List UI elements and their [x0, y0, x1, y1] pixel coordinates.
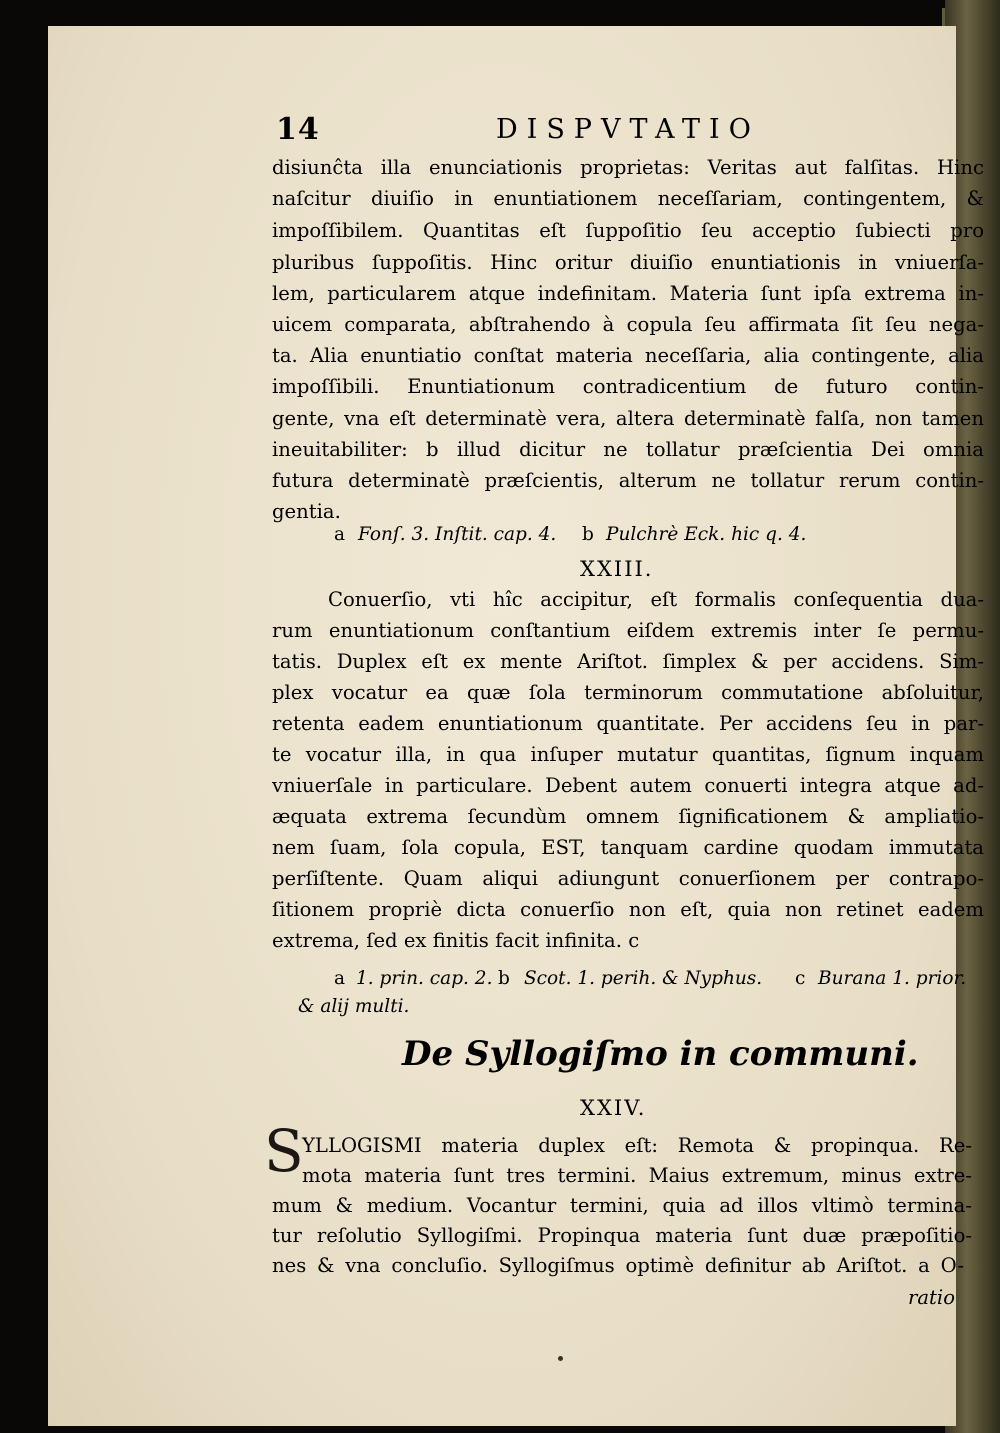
text-line: rum enuntiationum conſtantium eiſdem extremis inter ſe permu- [272, 619, 984, 642]
text-line: futura determinatè præſcientis, alterum ne tollatur rerum contin- [272, 469, 984, 492]
text-line: pluribus ſuppoſitis. Hinc oritur diuiſio enuntiationis in vniuerſa- [272, 251, 984, 274]
note-mark-a: a [334, 968, 346, 989]
ornament-dot [558, 1356, 563, 1361]
text-line: vniuerſale in particulare. Debent autem conuerti integra atque ad- [272, 774, 984, 797]
text-line: nem ſuam, ſola copula, EST, tanquam cardine quodam immutata [272, 836, 984, 859]
page-number: 14 [276, 112, 320, 147]
text-line: æquata extrema ſecundùm omnem ſignificationem & ampliatio- [272, 805, 984, 828]
section-number-23: XXIII. [580, 557, 654, 581]
text-line: tur reſolutio Syllogiſmi. Propinqua materia ſunt duæ præpoſitio- [272, 1224, 972, 1247]
note-a: 1. prin. cap. 2. [356, 968, 493, 989]
note-mark-a: a [334, 524, 346, 545]
note-b: Scot. 1. perih. & Nyphus. [524, 968, 763, 989]
text-line: retenta eadem enuntiationum quantitate. Per accidens ſeu in par- [272, 712, 984, 735]
section-number-24: XXIV. [580, 1096, 647, 1120]
text-line: impoſſibilem. Quantitas eſt ſuppoſitio ſeu acceptio ſubiecti pro [272, 219, 984, 242]
text-line: plex vocatur ea quæ ſola terminorum commutatione abſoluitur, [272, 681, 984, 704]
text-line: te vocatur illa, in qua inſuper mutatur quantitas, ſignum inquam [272, 743, 984, 766]
text-line: ta. Alia enuntiatio conſtat materia neceſſaria, alia contingente, alia [272, 344, 984, 367]
text-line: tatis. Duplex eſt ex mente Ariſtot. ſimplex & per accidens. Sim- [272, 650, 984, 673]
text-line: ineuitabiliter: b illud dicitur ne tollatur præſcientia Dei omnia [272, 438, 984, 461]
text-line: nes & vna concluſio. Syllogiſmus optimè definitur ab Ariſtot. a O- [272, 1254, 964, 1277]
note-a: Fonſ. 3. Inſtit. cap. 4. [358, 524, 557, 545]
text-line: uicem comparata, abſtrahendo à copula ſeu affirmata ſit ſeu nega- [272, 313, 984, 336]
text-line: ſitionem propriè dicta conuerſio non eſt, quia non retinet eadem [272, 898, 984, 921]
note-c: Burana 1. prior. [818, 968, 967, 989]
text-line: lem, particularem atque indefinitam. Materia ſunt ipſa extrema in- [272, 282, 984, 305]
note-continuation: & alij multi. [298, 996, 410, 1017]
catchword: ratio [908, 1286, 955, 1309]
section-title: De Syllogiſmo in communi. [402, 1034, 919, 1074]
text-line: mota materia ſunt tres termini. Maius extremum, minus extre- [302, 1164, 972, 1187]
text-line: gentia. [272, 500, 341, 523]
text-line: extrema, ſed ex finitis facit infinita. c [272, 929, 640, 952]
text-line: impoſſibili. Enuntiationum contradicentium de futuro contin- [272, 375, 984, 398]
text-line: naſcitur diuiſio in enuntiationem neceſſariam, contingentem, & [272, 187, 984, 210]
note-b: Pulchrè Eck. hic q. 4. [606, 524, 807, 545]
text-line: mum & medium. Vocantur termini, quia ad illos vltimò termina- [272, 1194, 972, 1217]
text-line: perſiſtente. Quam aliqui adiungunt conuerſionem per contrapo- [272, 867, 984, 890]
text-line: gente, vna eſt determinatè vera, altera determinatè falſa, non tamen [272, 407, 984, 430]
text-line: Conuerſio, vti hîc accipitur, eſt formalis conſequentia dua- [328, 588, 984, 611]
running-title: DISPVTATIO [496, 114, 760, 145]
note-mark-b: b [582, 524, 594, 545]
text-line: disiunĉta illa enunciationis proprietas: Veritas aut falſitas. Hinc [272, 156, 984, 179]
drop-cap: S [264, 1117, 304, 1185]
note-mark-c: c [795, 968, 806, 989]
text-line: YLLOGISMI materia duplex eſt: Remota & propinqua. Re- [302, 1134, 972, 1157]
note-mark-b: b [498, 968, 510, 989]
